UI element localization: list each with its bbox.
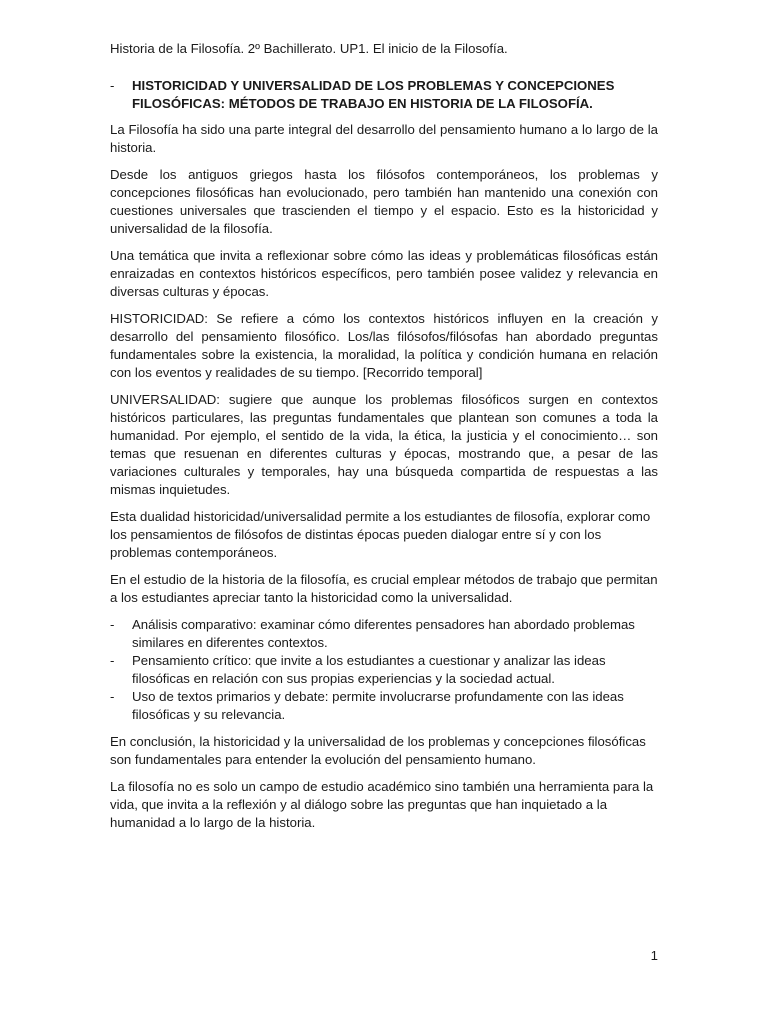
paragraph-methods: En el estudio de la historia de la filosofía, es crucial emplear métodos de trabajo que permitan a los estudiantes apreciar tanto la historicidad como la universalidad. xyxy=(110,572,658,605)
list-item xyxy=(110,652,658,688)
document-header: Historia de la Filosofía. 2º Bachillerato. UP1. El inicio de la Filosofía. xyxy=(110,41,508,56)
paragraph-greeks: Desde los antiguos griegos hasta los filósofos contemporáneos, los problemas y concepciones filosóficas han evolucionado, pero también han mantenido una conexión con cuestiones universales que trascienden el tiempo y el espacio. Esto es la historicidad y universalidad de la filosofía. xyxy=(110,167,658,236)
methods-list xyxy=(110,616,658,724)
paragraph-conclusion: En conclusión, la historicidad y la universalidad de los problemas y concepciones filosóficas son fundamentales para entender la evolución del pensamiento humano. xyxy=(110,734,646,767)
paragraph-universalidad: UNIVERSALIDAD: sugiere que aunque los problemas filosóficos surgen en contextos históricos particulares, las preguntas fundamentales que plantean son comunes a toda la humanidad. Por ejemplo, el sentido de la vida, la ética, la justicia y el conocimiento… son temas que resuenan en diferentes culturas y épocas, mostrando que, a pesar de las variaciones culturales y temporales, hay una búsqueda compartida de respuestas a las mismas inquietudes. xyxy=(110,392,658,497)
list-item xyxy=(110,688,658,724)
paragraph-final: La filosofía no es solo un campo de estudio académico sino también una herramienta para la vida, que invita a la reflexión y al diálogo sobre las preguntas que han inquietado a la humanidad a lo largo de la historia. xyxy=(110,779,654,830)
list-item-text: Uso de textos primarios y debate: permite involucrarse profundamente con las ideas filosóficas y su relevancia. xyxy=(132,689,624,722)
paragraph-thematic: Una temática que invita a reflexionar sobre cómo las ideas y problemáticas filosóficas están enraizadas en contextos históricos específicos, pero también posee validez y relevancia en diversas culturas y épocas. xyxy=(110,248,658,299)
bullet-marker: - xyxy=(110,617,115,632)
list-item xyxy=(110,616,658,652)
page-number: 1 xyxy=(650,948,658,963)
bullet-marker: - xyxy=(110,653,115,668)
heading-marker: - xyxy=(110,78,115,93)
paragraph-intro: La Filosofía ha sido una parte integral del desarrollo del pensamiento humano a lo largo de la historia. xyxy=(110,122,658,155)
heading-text: HISTORICIDAD Y UNIVERSALIDAD DE LOS PROBLEMAS Y CONCEPCIONES FILOSÓFICAS: MÉTODOS DE TRABAJO EN HISTORIA DE LA FILOSOFÍA. xyxy=(132,78,615,111)
list-item-text: Análisis comparativo: examinar cómo diferentes pensadores han abordado problemas similares en diferentes contextos. xyxy=(132,617,635,650)
list-item-text: Pensamiento crítico: que invite a los estudiantes a cuestionar y analizar las ideas filosóficas en relación con sus propias experiencias y la sociedad actual. xyxy=(132,653,606,686)
section-heading xyxy=(110,77,658,113)
paragraph-dualidad: Esta dualidad historicidad/universalidad permite a los estudiantes de filosofía, explorar como los pensamientos de filósofos de distintas épocas pueden dialogar entre sí y con los problemas contemporáneos. xyxy=(110,509,651,560)
paragraph-historicidad: HISTORICIDAD: Se refiere a cómo los contextos históricos influyen en la creación y desarrollo del pensamiento filosófico. Los/las filósofos/filósofas han abordado preguntas fundamentales sobre la existencia, la moralidad, la política y condición humana en relación con los eventos y realidades de su tiempo. [Recorrido temporal] xyxy=(110,311,658,380)
bullet-marker: - xyxy=(110,689,115,704)
